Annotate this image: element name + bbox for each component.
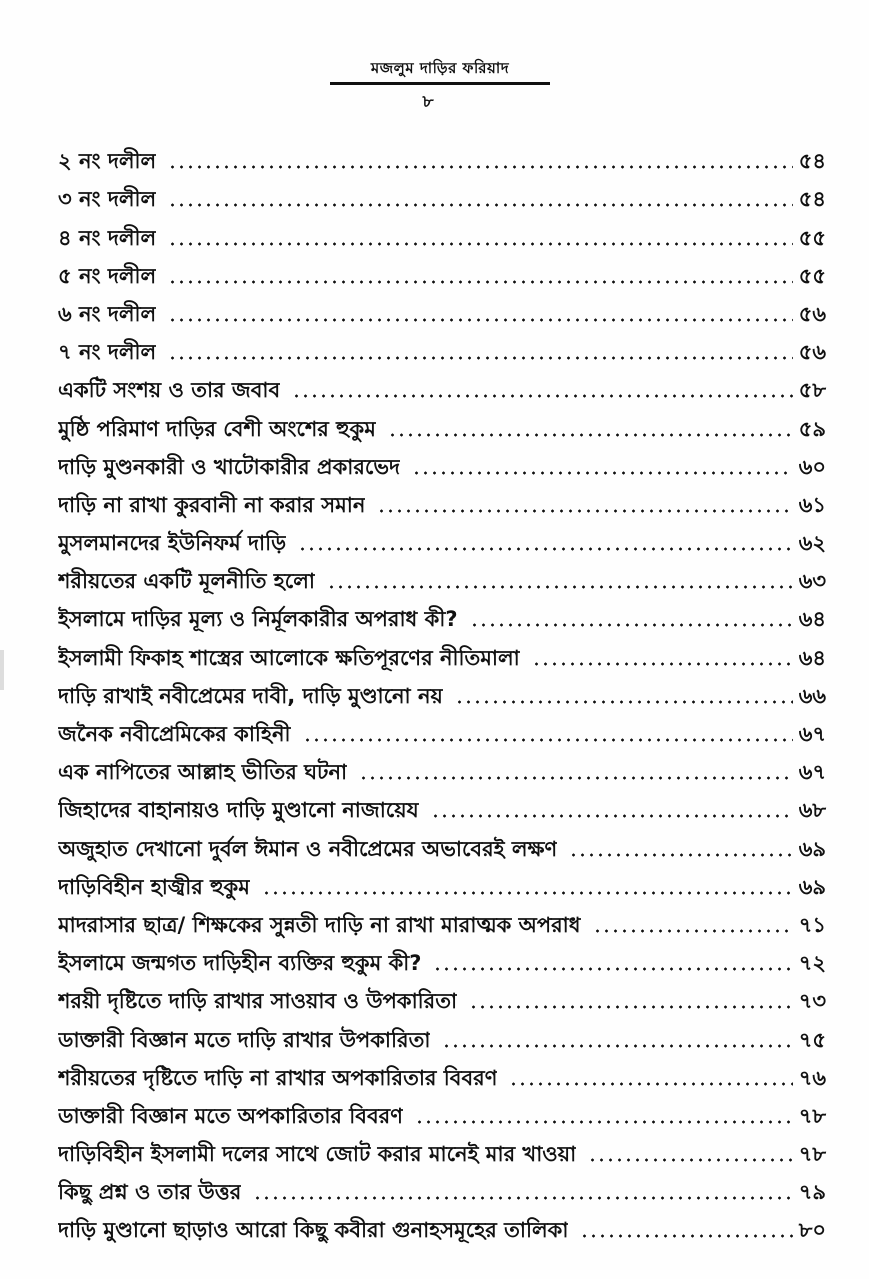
dot-leader (532, 662, 793, 666)
dot-leader (168, 165, 793, 169)
toc-entry (58, 673, 826, 711)
toc-entry (58, 1055, 826, 1093)
toc-entry-title: মুষ্ঠি পরিমাণ দাড়ির বেশী অংশের হুকুম (58, 416, 376, 441)
running-header (330, 58, 550, 85)
toc-entry-page: ৭৫ (798, 1027, 826, 1052)
toc-entry-page: ৬৮ (798, 798, 826, 823)
toc-entry-title: জনৈক নবীপ্রেমিকের কাহিনী (58, 722, 291, 746)
toc-entry (58, 253, 826, 291)
dot-leader (168, 242, 793, 246)
toc-entry-title: এক নাপিতের আল্লাহ ভীতির ঘটনা (58, 760, 348, 785)
toc-entry-page: ৬৬ (798, 683, 826, 708)
dot-leader (292, 394, 793, 398)
toc-entry-title: একটি সংশয় ও তার জবাব (58, 378, 281, 403)
dot-leader (168, 203, 793, 207)
toc-entry-title: ইসলামে দাড়ির মূল্য ও নির্মূলকারীর অপরাধ কী? (58, 607, 458, 632)
book-title: মজলুম দাড়ির ফরিয়াদ (370, 59, 510, 77)
dot-leader (377, 509, 792, 513)
toc-entry-page: ৬৪ (798, 645, 826, 670)
toc-entry-title: ৭ নং দলীল (58, 340, 157, 365)
dot-leader (588, 1158, 792, 1162)
toc-entry-title: কিছু প্রশ্ন ও তার উত্তর (58, 1180, 242, 1205)
toc-entry (58, 787, 826, 825)
toc-entry (58, 367, 826, 405)
toc-entry-page: ৭৮ (798, 1142, 826, 1167)
toc-entry (58, 1169, 826, 1207)
toc-entry (58, 329, 826, 367)
dot-leader (569, 853, 792, 857)
toc-entry-title: ৩ নং দলীল (58, 187, 157, 212)
toc-entry (58, 749, 826, 787)
page-number: ৮ (422, 92, 434, 112)
toc-entry-page: ৭২ (798, 951, 826, 976)
toc-entry-title: ৫ নং দলীল (58, 263, 157, 288)
toc-entry-page: ৭৯ (798, 1180, 826, 1205)
toc-entry (58, 558, 826, 596)
toc-entry-page: ৫৯ (798, 416, 826, 441)
toc-entry-page: ৭৩ (798, 989, 826, 1014)
dot-leader (593, 929, 793, 933)
toc-entry-title: ডাক্তারী বিজ্ঞান মতে অপকারিতার বিবরণ (58, 1103, 403, 1128)
toc-entry-title: অজুহাত দেখানো দুর্বল ঈমান ও নবীপ্রেমের অভাবেরই লক্ষণ (58, 836, 558, 861)
dot-leader (253, 1196, 792, 1200)
toc-entry (58, 978, 826, 1016)
toc-entry (58, 1131, 826, 1169)
toc-entry (58, 711, 826, 749)
toc-entry-page: ৫৫ (798, 225, 826, 250)
dot-leader (509, 1082, 792, 1086)
toc-entry-page: ৬১ (798, 492, 826, 517)
dot-leader (327, 585, 793, 589)
toc-entry (58, 634, 826, 672)
dot-leader (580, 1234, 792, 1238)
dot-leader (298, 547, 793, 551)
table-of-contents (58, 138, 826, 1245)
toc-entry-title: ইসলামী ফিকাহ শাস্ত্রের আলোকে ক্ষতিপূরণের নীতিমালা (58, 645, 520, 670)
toc-entry (58, 902, 826, 940)
dot-leader (262, 891, 793, 895)
toc-entry (58, 482, 826, 520)
toc-entry (58, 940, 826, 978)
toc-entry-page: ৭৬ (798, 1065, 826, 1090)
toc-entry (58, 138, 826, 176)
dot-leader (359, 776, 793, 780)
toc-entry-page: ৬৭ (798, 722, 826, 746)
toc-entry-title: ৪ নং দলীল (58, 225, 157, 250)
toc-entry-page: ৬৪ (798, 607, 826, 632)
toc-entry-title: মাদরাসার ছাত্র/ শিক্ষকের সুন্নতী দাড়ি না রাখা মারাত্মক অপরাধ (58, 912, 581, 937)
dot-leader (303, 738, 793, 742)
dot-leader (168, 318, 793, 322)
toc-entry (58, 520, 826, 558)
toc-entry (58, 214, 826, 252)
toc-entry (58, 596, 826, 634)
toc-entry-page: ৬০ (798, 454, 826, 479)
toc-entry-title: ইসলামে জন্মগত দাড়িহীন ব্যক্তির হুকুম কী? (58, 951, 422, 976)
toc-entry-title: দাড়ি মুণ্ডনকারী ও খাটোকারীর প্রকারভেদ (58, 454, 401, 479)
toc-entry-page: ৬৯ (798, 874, 826, 899)
toc-entry-page: ৫৮ (798, 378, 826, 403)
toc-entry-title: শরীয়তের দৃষ্টিতে দাড়ি না রাখার অপকারিতার বিবরণ (58, 1065, 498, 1090)
page-edge-shadow (0, 650, 4, 690)
toc-entry (58, 291, 826, 329)
toc-entry (58, 864, 826, 902)
toc-entry-title: মুসলমানদের ইউনিফর্ম দাড়ি (58, 531, 287, 556)
toc-entry (58, 176, 826, 214)
toc-entry-title: জিহাদের বাহানায়ও দাড়ি মুণ্ডানো নাজায়েয (58, 798, 419, 823)
toc-entry-page: ৮০ (798, 1218, 826, 1243)
dot-leader (168, 280, 793, 284)
toc-entry (58, 1016, 826, 1054)
toc-entry-title: দাড়ি রাখাই নবীপ্রেমের দাবী, দাড়ি মুণ্ডানো নয় (58, 683, 443, 708)
dot-leader (388, 433, 793, 437)
toc-entry-page: ৭৮ (798, 1103, 826, 1128)
toc-entry-page: ৫৬ (798, 301, 826, 326)
toc-entry (58, 444, 826, 482)
toc-entry-title: দাড়ি না রাখা কুরবানী না করার সমান (58, 492, 366, 517)
toc-entry-title: ২ নং দলীল (58, 149, 157, 174)
toc-entry-page: ৫৬ (798, 340, 826, 365)
toc-entry (58, 405, 826, 443)
header-rule (330, 82, 550, 85)
dot-leader (412, 471, 793, 475)
toc-entry-title: ডাক্তারী বিজ্ঞান মতে দাড়ি রাখার উপকারিতা (58, 1027, 431, 1052)
toc-entry-page: ৬৯ (798, 836, 826, 861)
dot-leader (168, 356, 793, 360)
toc-entry-page: ৫৪ (798, 149, 826, 174)
toc-entry-page: ৭১ (798, 912, 826, 937)
toc-entry-title: শরয়ী দৃষ্টিতে দাড়ি রাখার সাওয়াব ও উপকারিতা (58, 989, 458, 1014)
dot-leader (470, 623, 793, 627)
toc-entry-title: ৬ নং দলীল (58, 301, 157, 326)
dot-leader (442, 1044, 792, 1048)
toc-entry (58, 825, 826, 863)
toc-entry-title: শরীয়তের একটি মূলনীতি হলো (58, 569, 315, 594)
dot-leader (469, 1005, 793, 1009)
toc-entry-page: ৫৫ (798, 263, 826, 288)
toc-entry-title: দাড়িবিহীন হাজ্বীর হুকুম (58, 874, 250, 899)
toc-entry-page: ৬৭ (798, 760, 826, 785)
toc-entry (58, 1207, 826, 1245)
dot-leader (431, 814, 793, 818)
dot-leader (415, 1120, 793, 1124)
toc-entry-title: দাড়িবিহীন ইসলামী দলের সাথে জোট করার মানেই মার খাওয়া (58, 1142, 577, 1167)
dot-leader (433, 967, 792, 971)
dot-leader (455, 700, 793, 704)
toc-entry-page: ৬২ (798, 531, 826, 556)
toc-entry (58, 1093, 826, 1131)
toc-entry-page: ৫৪ (798, 187, 826, 212)
toc-entry-page: ৬৩ (798, 569, 826, 594)
toc-entry-title: দাড়ি মুণ্ডানো ছাড়াও আরো কিছু কবীরা গুনাহসমূহের তালিকা (58, 1218, 569, 1243)
